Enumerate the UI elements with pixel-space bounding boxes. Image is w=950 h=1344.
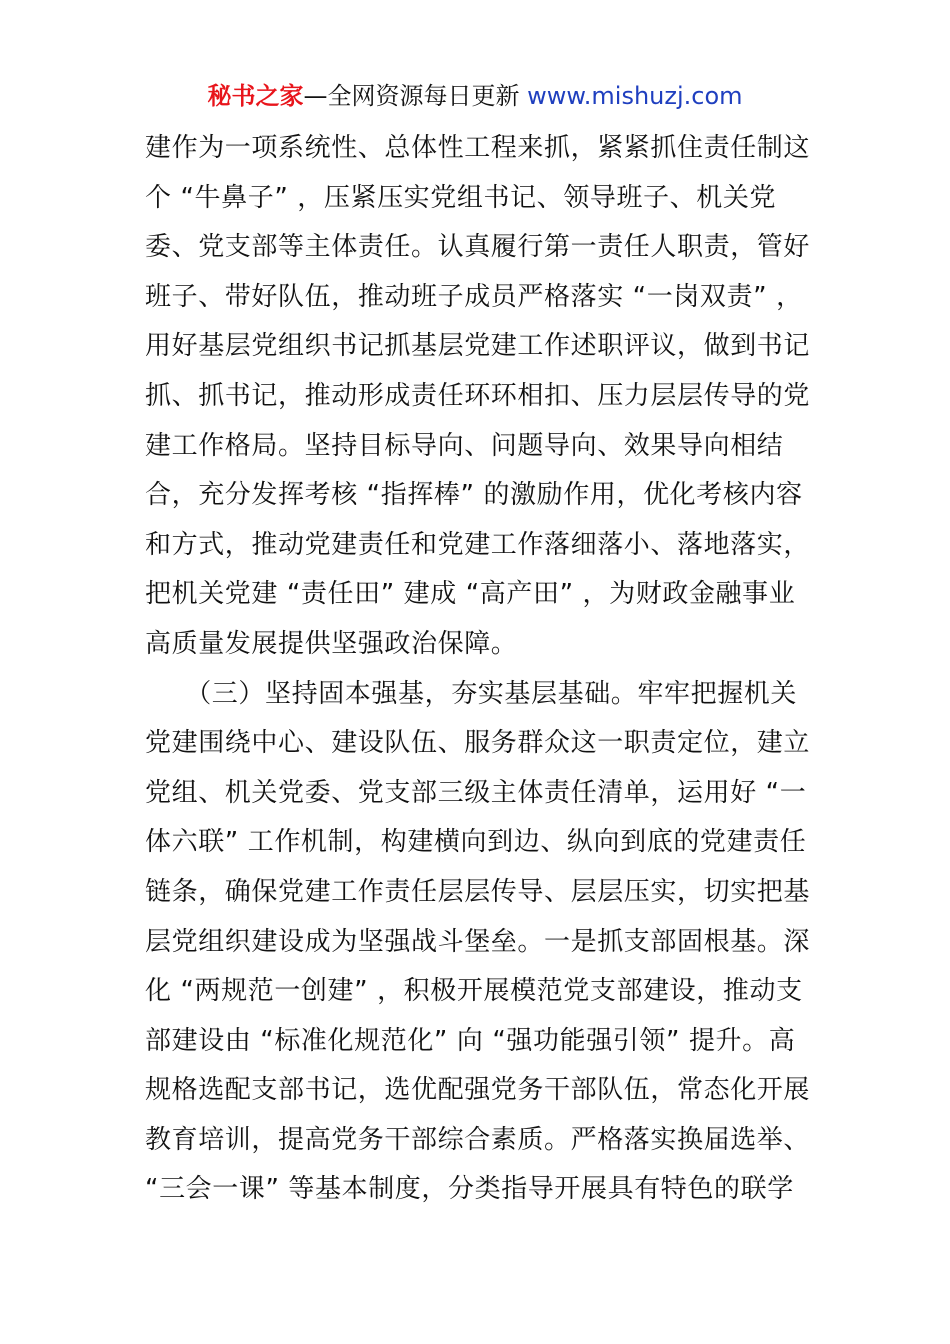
text-line: 和方式，推动党建责任和党建工作落细落小、落地落实， xyxy=(145,529,810,560)
text-line: 化 “两规范一创建” ，积极开展模范党支部建设，推动支 xyxy=(145,976,803,1007)
text-line: 教育培训，提高党务干部综合素质。严格落实换届选举、 xyxy=(145,1124,810,1155)
text-line: 层党组织建设成为坚强战斗堡垒。一是抓支部固根基。深 xyxy=(145,926,810,957)
text-line: 用好基层党组织书记抓基层党建工作述职评议，做到书记 xyxy=(145,331,810,362)
text-line: 链条，确保党建工作责任层层传导、层层压实，切实把基 xyxy=(145,876,810,907)
text-line: 建工作格局。坚持目标导向、问题导向、效果导向相结 xyxy=(145,430,784,461)
text-line: 班子、带好队伍，推动班子成员严格落实 “一岗双责” ， xyxy=(145,281,803,312)
text-line: 高质量发展提供坚强政治保障。 xyxy=(145,628,518,659)
text-line: 合，充分发挥考核 “指挥棒” 的激励作用，优化考核内容 xyxy=(145,480,803,511)
site-url[interactable]: www.mishuzj.com xyxy=(527,82,743,110)
text-line: 部建设由 “标准化规范化” 向 “强功能强引领” 提升。高 xyxy=(145,1025,796,1056)
document-body xyxy=(145,124,810,1215)
text-line: 党建围绕中心、建设队伍、服务群众这一职责定位，建立 xyxy=(145,728,810,759)
text-line: 抓、抓书记，推动形成责任环环相扣、压力层层传导的党 xyxy=(145,380,810,411)
site-tagline: —全网资源每日更新 xyxy=(303,82,528,110)
text-line: 把机关党建 “责任田” 建成 “高产田” ，为财政金融事业 xyxy=(145,579,796,610)
text-line: （三）坚持固本强基，夯实基层基础。牢牢把握机关 xyxy=(145,678,798,709)
text-line: 党组、机关党委、党支部三级主体责任清单，运用好 “一 xyxy=(145,777,807,808)
site-brand: 秘书之家 xyxy=(207,82,304,110)
text-line: 建作为一项系统性、总体性工程来抓，紧紧抓住责任制这 xyxy=(145,133,810,163)
text-line: “三会一课” 等基本制度，分类指导开展具有特色的联学 xyxy=(145,1174,794,1205)
site-header xyxy=(0,80,950,112)
text-line: 个 “牛鼻子” ，压紧压实党组书记、领导班子、机关党 xyxy=(145,182,777,213)
text-line: 委、党支部等主体责任。认真履行第一责任人职责，管好 xyxy=(145,232,810,263)
text-line: 规格选配支部书记，选优配强党务干部队伍，常态化开展 xyxy=(145,1075,810,1106)
text-line: 体六联” 工作机制，构建横向到边、纵向到底的党建责任 xyxy=(145,827,807,858)
